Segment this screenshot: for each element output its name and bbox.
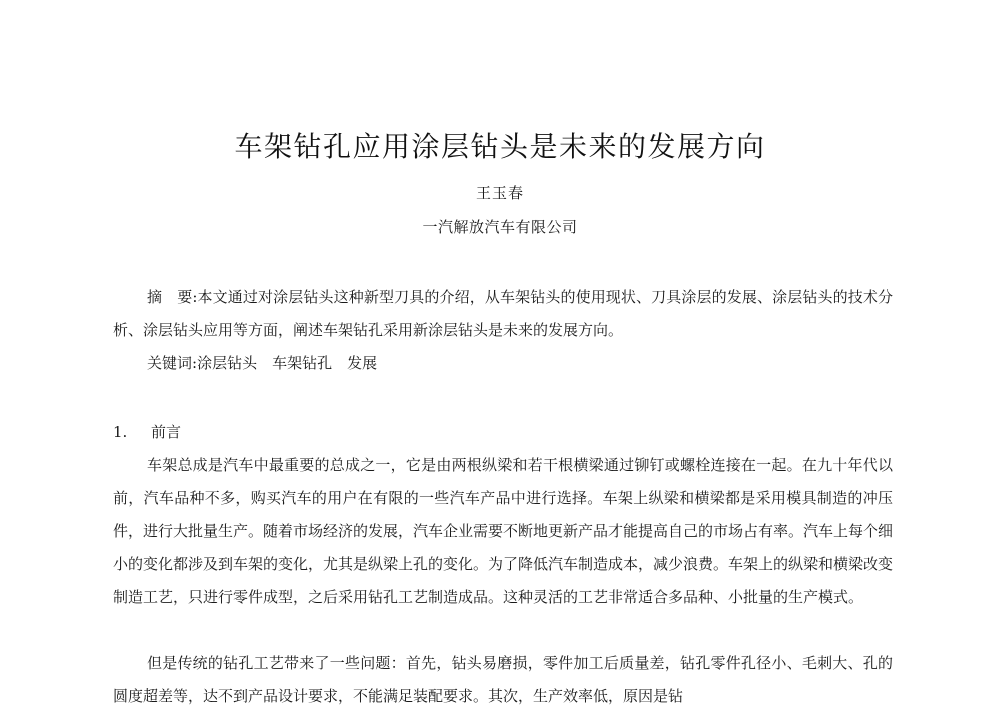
author-name: 王玉春 xyxy=(475,184,524,202)
body-paragraph: 但是传统的钻孔工艺带来了一些问题：首先，钻头易磨损，零件加工后质量差，钻孔零件孔径小、毛刺大、孔的圆度超差等，达不到产品设计要求，不能满足装配要求。其次，生产效率低，原因是钻 xyxy=(113,654,893,705)
abstract-label: 摘 要: xyxy=(147,288,198,306)
section-number: 1. xyxy=(113,423,128,441)
abstract-text: 本文通过对涂层钻头这种新型刀具的介绍，从车架钻头的使用现状、刀具涂层的发展、涂层钻头的技术分析、涂层钻头应用等方面，阐述车架钻孔采用新涂层钻头是未来的发展方向。 xyxy=(113,288,893,339)
section-title: 前言 xyxy=(151,423,182,441)
keywords-label: 关键词: xyxy=(147,354,198,372)
section-heading xyxy=(113,416,181,449)
paper-title: 车架钻孔应用涂层钻头是未来的发展方向 xyxy=(234,130,766,163)
body-paragraph: 车架总成是汽车中最重要的总成之一，它是由两根纵梁和若干根横梁通过铆钉或螺栓连接在一起。在九十年代以前，汽车品种不多，购买汽车的用户在有限的一些汽车产品中进行选择。车架上纵梁和横梁都是采用模具制造的冲压件，进行大批量生产。随着市场经济的发展，汽车企业需要不断地更新产品才能提高自己的市场占有率。汽车上每个细小的变化都涉及到车架的变化，尤其是纵梁上孔的变化。为了降低汽车制造成本，减少浪费。车架上的纵梁和横梁改变制造工艺，只进行零件成型，之后采用钻孔工艺制造成品。这种灵活的工艺非常适合多品种、小批量的生产模式。 xyxy=(113,456,894,606)
abstract xyxy=(113,281,893,347)
author-affiliation: 一汽解放汽车有限公司 xyxy=(422,218,578,236)
keywords xyxy=(113,347,893,380)
keywords-text: 涂层钻头 车架钻孔 发展 xyxy=(197,354,378,372)
